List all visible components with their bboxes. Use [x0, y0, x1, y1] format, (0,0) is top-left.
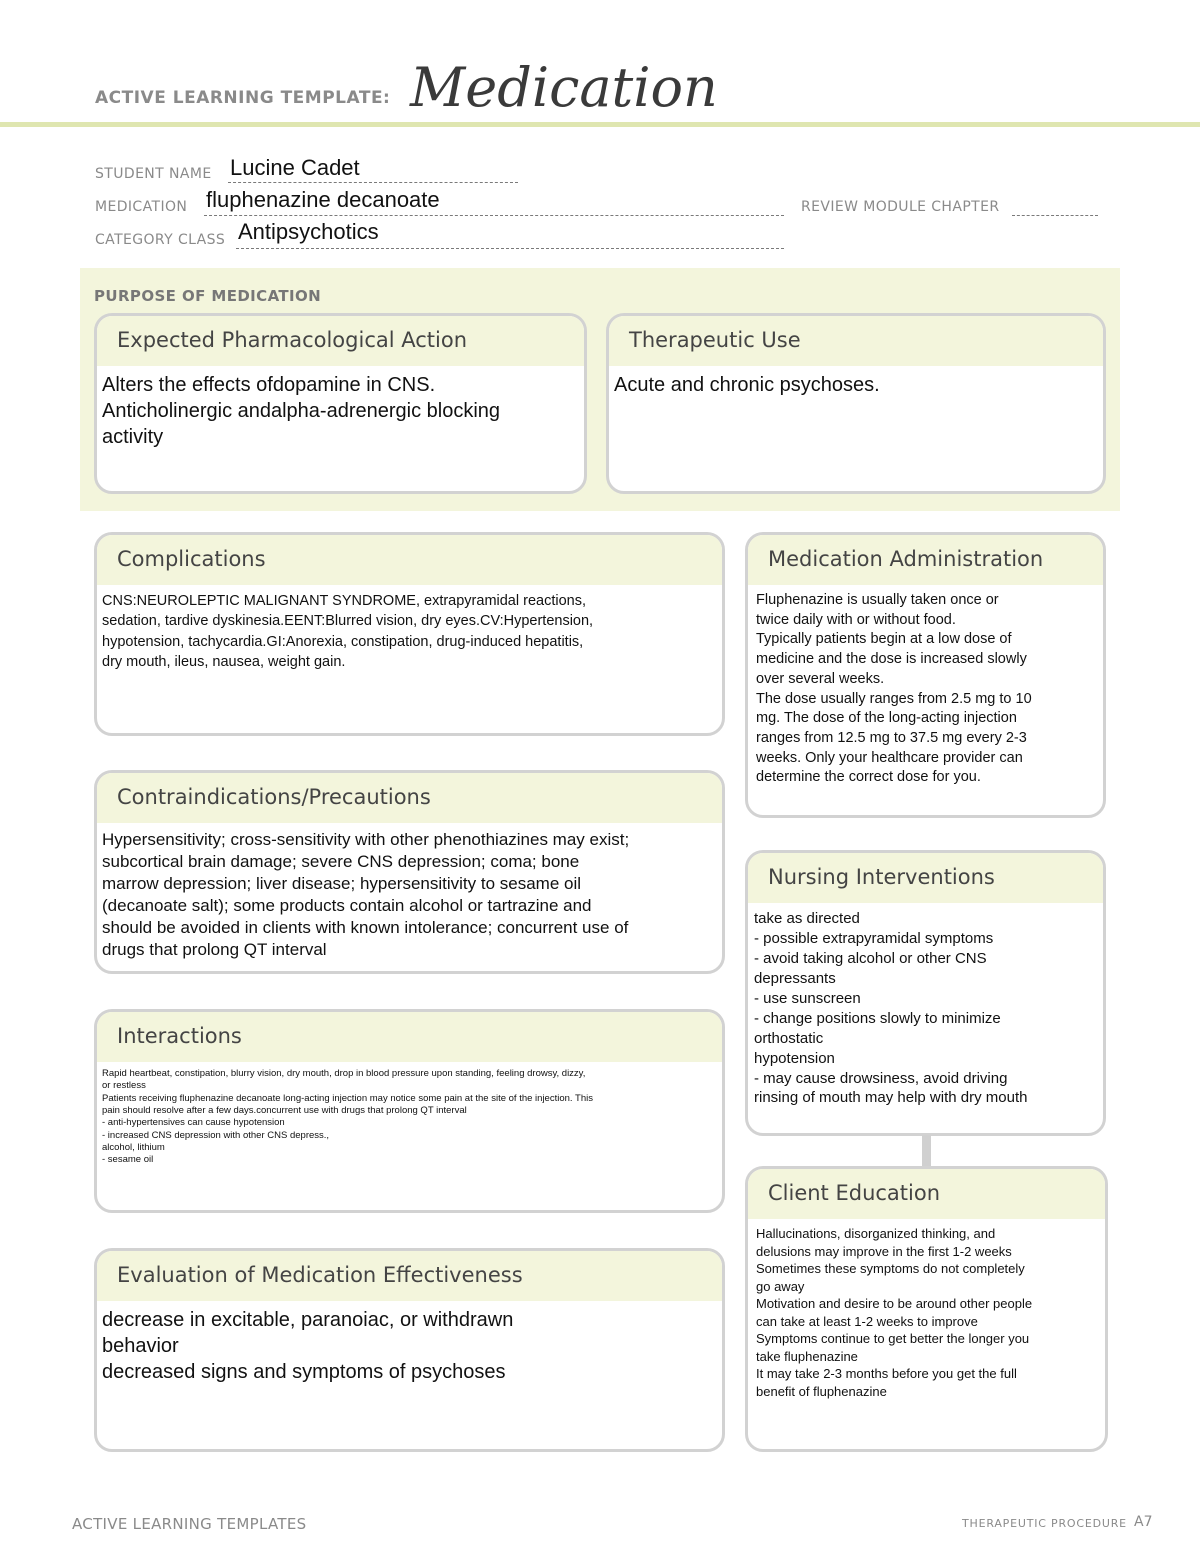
nursing-interventions-text[interactable]: take as directed - possible extrapyramidal symptoms - avoid taking alcohol or other CNS depressants - use sunscreen - change positions slowly to minimize orthostatic hypotension - may cause drowsiness, avoid driving rinsing of mouth may help with dry mouth [754, 910, 1028, 1107]
therapeutic-use-heading: Therapeutic Use [609, 316, 1103, 366]
page-number: A7 [1134, 1514, 1153, 1530]
expected-action-heading: Expected Pharmacological Action [97, 316, 584, 366]
page-title: Medication [410, 56, 718, 119]
evaluation-box [94, 1248, 725, 1452]
client-education-text[interactable]: Hallucinations, disorganized thinking, and delusions may improve in the first 1-2 weeks Sometimes these symptoms do not completely go away Motivation and desire to be around other people can take at least 1-2 weeks to improve Symptoms continue to get better the longer you take fluphenazine It may take 2-3 months before you get the full benefit of fluphenazine [756, 1226, 1033, 1399]
medication-administration-text[interactable]: Fluphenazine is usually taken once or twice daily with or without food. Typically patients begin at a low dose of medicine and the dose is increased slowly over several weeks. The dose usually ranges from 2.5 mg to 10 mg. The dose of the long-acting injection ranges from 12.5 mg to 37.5 mg every 2-3 weeks. Only your healthcare provider can determine the correct dose for you. [756, 592, 1032, 786]
review-module-label: REVIEW MODULE CHAPTER [801, 199, 1000, 215]
category-class-label: CATEGORY CLASS [95, 232, 226, 248]
expected-action-box [94, 313, 587, 494]
therapeutic-use-box [606, 313, 1106, 494]
medication-label: MEDICATION [95, 199, 188, 215]
interactions-box [94, 1009, 725, 1213]
header-divider [0, 122, 1200, 127]
box-connector [922, 1135, 931, 1168]
review-module-line [1012, 196, 1098, 216]
medication-field[interactable]: fluphenazine decanoate [206, 187, 440, 212]
student-name-field[interactable]: Lucine Cadet [230, 155, 360, 180]
contraindications-heading: Contraindications/Precautions [97, 773, 722, 823]
client-education-heading: Client Education [748, 1169, 1105, 1219]
student-name-label: STUDENT NAME [95, 166, 212, 182]
contraindications-box [94, 770, 725, 974]
category-class-field[interactable]: Antipsychotics [238, 219, 379, 244]
nursing-interventions-heading: Nursing Interventions [748, 853, 1103, 903]
medication-administration-box [745, 532, 1106, 818]
complications-heading: Complications [97, 535, 722, 585]
evaluation-text[interactable]: decrease in excitable, paranoiac, or withdrawn behavior decreased signs and symptoms of psychoses [102, 1309, 514, 1383]
therapeutic-use-text[interactable]: Acute and chronic psychoses. [614, 374, 880, 396]
nursing-interventions-box [745, 850, 1106, 1136]
medication-administration-heading: Medication Administration [748, 535, 1103, 585]
footer-left-label: ACTIVE LEARNING TEMPLATES [72, 1515, 307, 1533]
contraindications-text[interactable]: Hypersensitivity; cross-sensitivity with other phenothiazines may exist; subcortical brain damage; severe CNS depression; coma; bone marrow depression; liver disease; hypersensitivity to sesame oil (decanoate salt); some products contain alcohol or tartrazine and should be avoided in clients with known intolerance; concurrent use of drugs that prolong QT interval [102, 830, 630, 960]
complications-text[interactable]: CNS:NEUROLEPTIC MALIGNANT SYNDROME, extrapyramidal reactions, sedation, tardive dyskinesia.EENT:Blurred vision, dry eyes.CV:Hypertension, hypotension, tachycardia.GI:Anorexia, constipation, drug-induced hepatitis, dry mouth, ileus, nausea, weight gain. [102, 593, 594, 670]
footer-right-label: THERAPEUTIC PROCEDURE [962, 1517, 1127, 1530]
interactions-heading: Interactions [97, 1012, 722, 1062]
purpose-title: PURPOSE OF MEDICATION [94, 287, 322, 305]
evaluation-heading: Evaluation of Medication Effectiveness [97, 1251, 722, 1301]
template-label: ACTIVE LEARNING TEMPLATE: [95, 88, 391, 108]
interactions-text[interactable]: Rapid heartbeat, constipation, blurry vision, dry mouth, drop in blood pressure upon standing, feeling drowsy, dizzy, or restless Patients receiving fluphenazine decanoate long-acting injection may notice some pain at the site of the injection. This pain should resolve after a few days.concurrent use with drugs that prolong QT interval - anti-hypertensives can cause hypotension - increased CNS depression with other CNS depress., alcohol, lithium - sesame oil [102, 1068, 593, 1166]
expected-action-text[interactable]: Alters the effects ofdopamine in CNS. Anticholinergic andalpha-adrenergic blocking activity [102, 374, 501, 448]
client-education-box [745, 1166, 1108, 1452]
complications-box [94, 532, 725, 736]
